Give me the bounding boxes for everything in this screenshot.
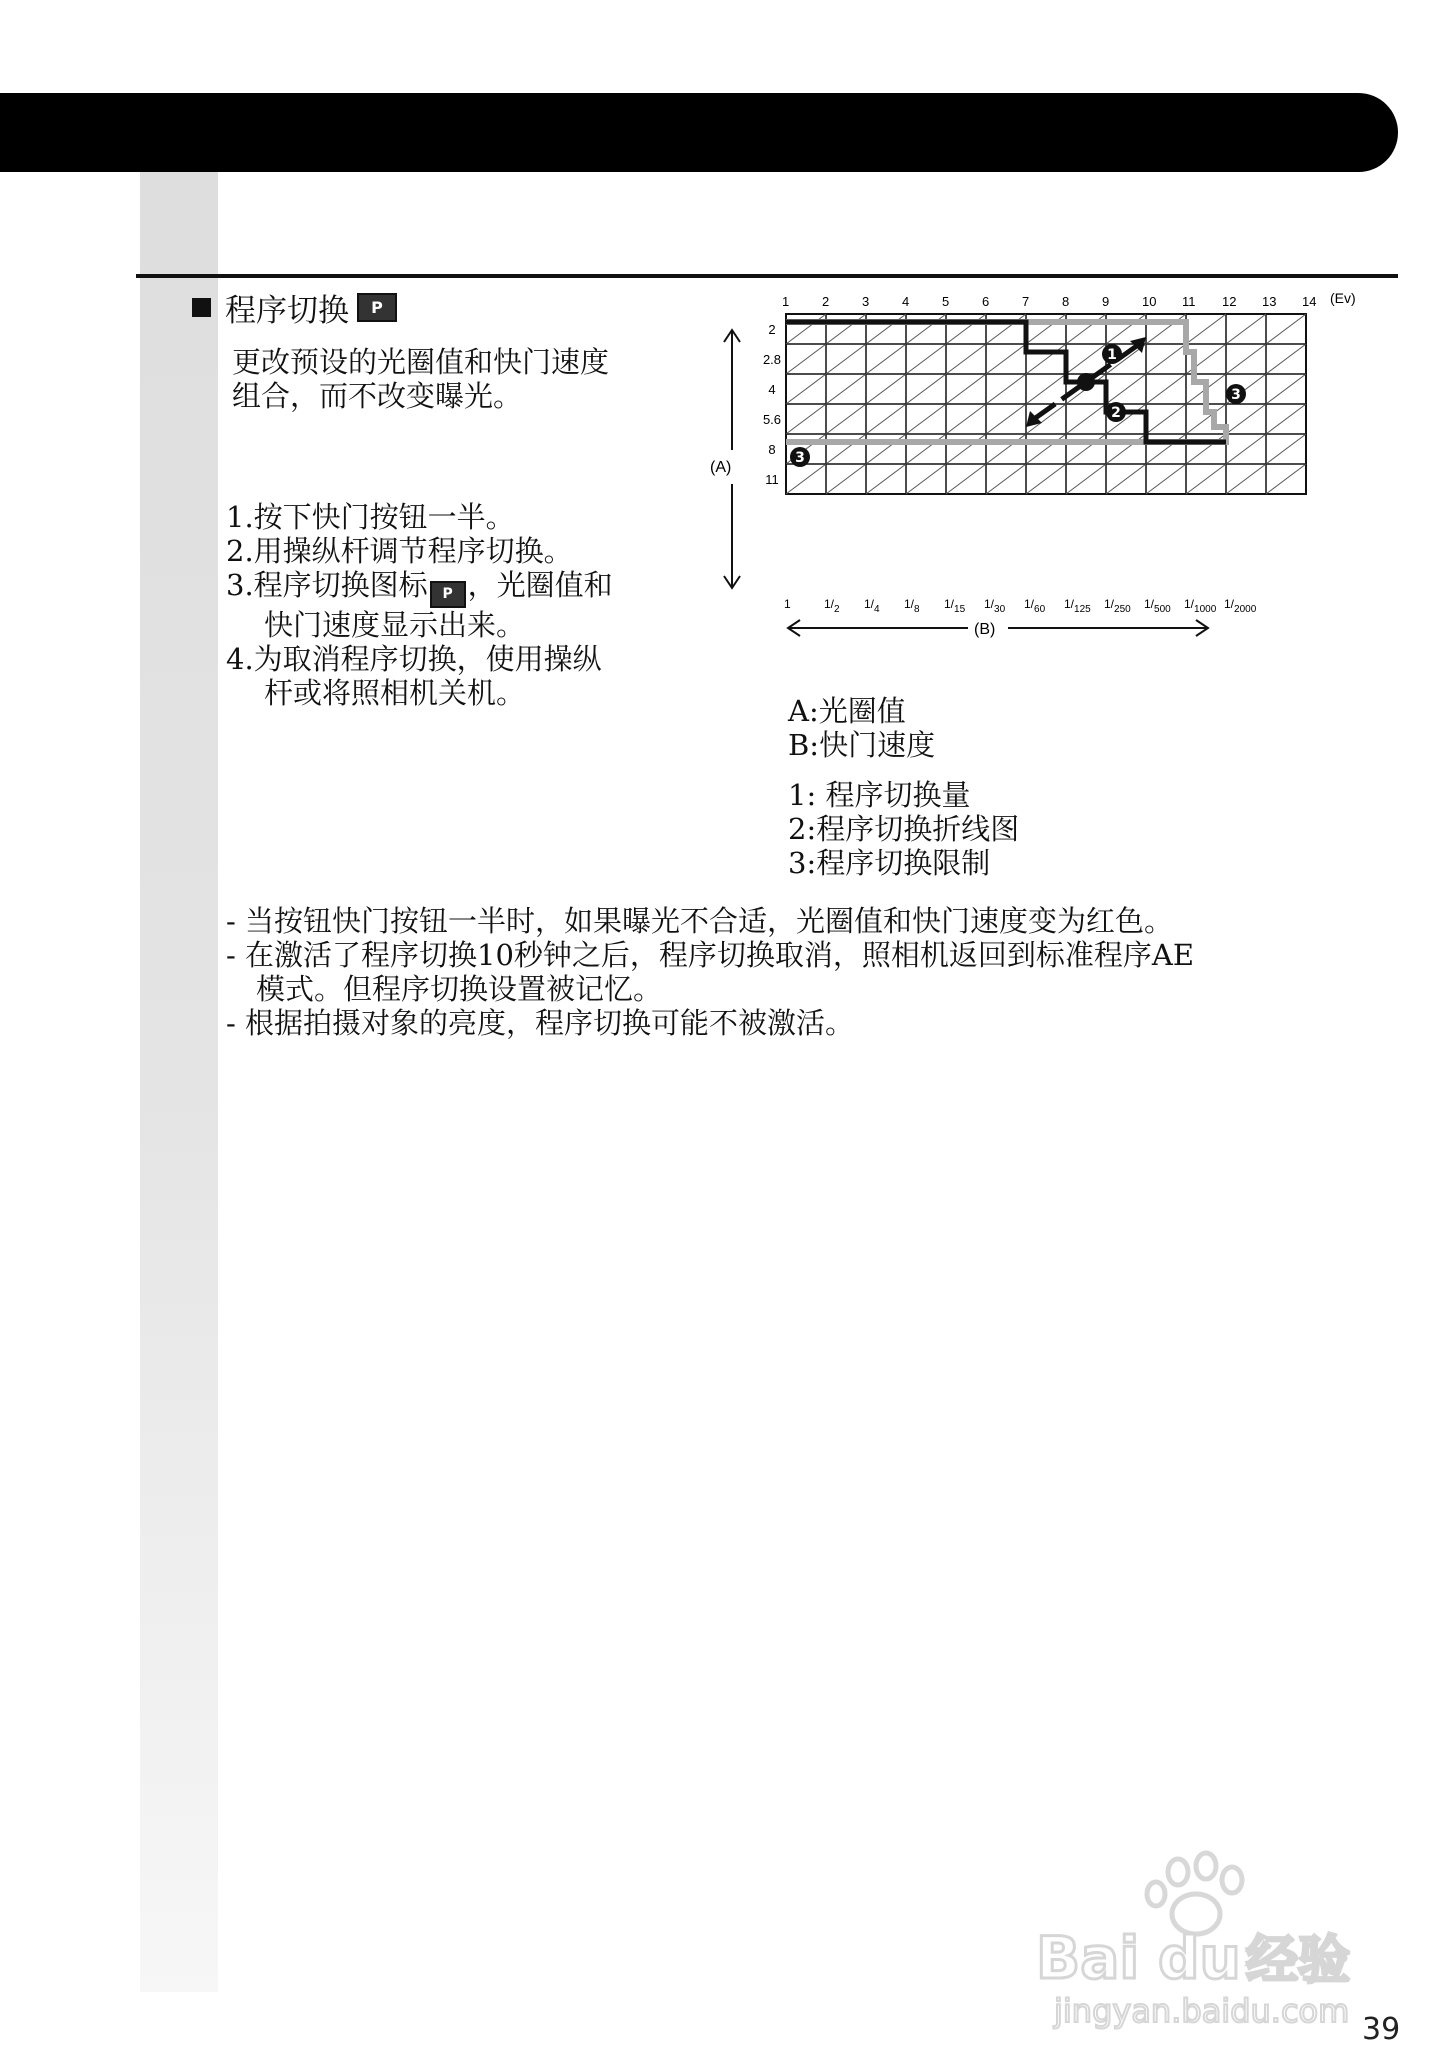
grid-diagonal <box>946 344 986 374</box>
grid-diagonal <box>826 344 866 374</box>
axis-b-arrow <box>788 620 1208 636</box>
marker-label: 2 <box>1111 405 1121 421</box>
grid-diagonal <box>946 374 986 404</box>
grid-diagonal <box>1266 404 1306 434</box>
grid-diagonal <box>1226 344 1266 374</box>
grid-diagonal <box>1026 314 1066 344</box>
marker-label: 1 <box>1107 347 1117 363</box>
grid-diagonal <box>906 314 946 344</box>
chart-grid <box>786 314 1306 494</box>
steps-list <box>226 500 613 710</box>
legend-axes <box>788 694 935 762</box>
grid-diagonal <box>866 314 906 344</box>
paw-icon <box>1147 1853 1242 1934</box>
marker-label: 3 <box>795 450 805 466</box>
grid-diagonal <box>1266 374 1306 404</box>
grid-diagonal <box>1066 434 1106 464</box>
grid-diagonal <box>946 434 986 464</box>
step-3-cont: 快门速度显示出来。 <box>264 608 526 642</box>
side-strip <box>140 172 218 1992</box>
ev-tick-label: 7 <box>1022 294 1030 309</box>
grid-diagonal <box>986 404 1026 434</box>
grid-diagonal <box>826 374 866 404</box>
grid-diagonal <box>1226 464 1266 494</box>
watermark-url: jingyan.baidu.com <box>1054 1992 1350 2030</box>
grid-diagonal <box>986 344 1026 374</box>
grid-diagonal <box>1266 464 1306 494</box>
page-number: 39 <box>1362 2012 1401 2047</box>
aperture-axis-labels <box>763 322 781 487</box>
grid-diagonal <box>786 404 826 434</box>
shutter-axis-labels <box>784 597 1257 615</box>
grid-diagonal <box>986 374 1026 404</box>
grid-diagonal <box>946 464 986 494</box>
shutter-tick-label: $1/_{500}$ <box>1144 597 1171 615</box>
grid-diagonal <box>786 464 826 494</box>
current-point-dot <box>1077 373 1095 391</box>
ev-tick-label: 13 <box>1262 294 1277 309</box>
aperture-tick-label: 2.8 <box>762 352 782 367</box>
grid-diagonal <box>906 344 946 374</box>
step-1: 1.按下快门按钮一半。 <box>226 500 515 534</box>
step-3 <box>226 568 613 608</box>
grid-diagonal <box>786 314 826 344</box>
program-shift-icon: P <box>357 293 397 322</box>
grid-diagonal <box>986 464 1026 494</box>
ev-tick-label: 8 <box>1062 294 1070 309</box>
header-bar <box>0 93 1398 172</box>
marker-label: 3 <box>1231 387 1241 403</box>
note-2: - 在激活了程序切换10秒钟之后，程序切换取消，照相机返回到标准程序AE <box>226 938 1195 972</box>
grid-diagonal <box>826 434 866 464</box>
grid-diagonal <box>1026 374 1066 404</box>
watermark-brand-du: du <box>1158 1924 1241 1992</box>
intro-text <box>232 345 609 413</box>
grid-diagonal <box>866 464 906 494</box>
grid-diagonal <box>1226 434 1266 464</box>
grid-diagonal <box>1026 344 1066 374</box>
grid-diagonal <box>946 404 986 434</box>
grid-diagonal <box>1146 464 1186 494</box>
grid-diagonal <box>986 434 1026 464</box>
ev-tick-label: 6 <box>982 294 990 309</box>
ev-unit-label: (Ev) <box>1330 290 1356 306</box>
grid-diagonal <box>986 314 1026 344</box>
legend-markers <box>788 778 1019 880</box>
grid-diagonal <box>826 404 866 434</box>
grid-diagonal <box>1066 464 1106 494</box>
legend-3: 3:程序切换限制 <box>788 846 991 880</box>
grid-diagonal <box>1226 314 1266 344</box>
grid-diagonal <box>1186 314 1226 344</box>
ev-tick-label: 2 <box>822 294 830 309</box>
shutter-tick-label: $1/_{125}$ <box>1064 597 1091 615</box>
grid-diagonal <box>1146 404 1186 434</box>
ev-tick-label: 14 <box>1302 294 1317 309</box>
axis-b-label: (B) <box>974 621 996 638</box>
note-2-cont: 模式。但程序切换设置被记忆。 <box>256 972 663 1006</box>
watermark-cn: 经验 <box>1246 1931 1351 1991</box>
step-2: 2.用操纵杆调节程序切换。 <box>226 534 573 568</box>
watermark-brand: Bai <box>1036 1924 1140 1992</box>
ev-tick-label: 12 <box>1222 294 1237 309</box>
shutter-tick-label: $1/_{250}$ <box>1104 597 1131 615</box>
shutter-tick-label: $1/_{30}$ <box>984 597 1006 615</box>
marker-2 <box>1106 402 1126 422</box>
grid-diagonal <box>1106 374 1146 404</box>
program-shift-chart <box>700 286 1380 648</box>
aperture-tick-label: 4 <box>768 382 776 397</box>
grid-diagonal <box>1106 434 1146 464</box>
aperture-tick-label: 5.6 <box>762 412 782 427</box>
aperture-tick-label: 8 <box>768 442 776 457</box>
grid-diagonal <box>786 374 826 404</box>
grid-diagonal <box>826 314 866 344</box>
grid-diagonal <box>1226 404 1266 434</box>
grid-diagonal <box>1026 434 1066 464</box>
aperture-tick-label: 2 <box>768 322 776 337</box>
shutter-tick-label: $1/_4$ <box>864 597 880 615</box>
chart-markers <box>790 344 1246 467</box>
ev-tick-label: 9 <box>1102 294 1110 309</box>
square-bullet-icon <box>192 298 211 317</box>
grid-diagonal <box>906 464 946 494</box>
ev-tick-label: 1 <box>782 294 790 309</box>
grid-diagonal <box>1186 464 1226 494</box>
legend-2: 2:程序切换折线图 <box>788 812 1020 846</box>
section-heading <box>192 285 397 330</box>
section-title: 程序切换 <box>225 293 349 329</box>
grid-diagonal <box>866 434 906 464</box>
notes-list <box>226 904 1194 1040</box>
grid-diagonal <box>906 404 946 434</box>
grid-diagonal <box>826 464 866 494</box>
marker-1 <box>1102 344 1122 364</box>
shutter-tick-label: 1 <box>784 597 791 611</box>
ev-tick-label: 3 <box>862 294 870 309</box>
ev-tick-label: 11 <box>1182 294 1196 309</box>
shutter-tick-label: $1/_2$ <box>824 597 840 615</box>
axis-a-label: (A) <box>710 459 732 476</box>
baidu-watermark <box>1020 1850 1380 2030</box>
grid-diagonal <box>866 344 906 374</box>
shutter-tick-label: $1/_8$ <box>904 597 920 615</box>
grid-diagonal <box>946 314 986 344</box>
shutter-tick-label: $1/_{2000}$ <box>1224 597 1257 615</box>
note-1: - 当按钮快门按钮一半时，如果曝光不合适，光圈值和快门速度变为红色。 <box>226 904 1174 938</box>
grid-diagonal <box>1186 434 1226 464</box>
program-shift-icon: P <box>430 581 466 608</box>
intro-line: 更改预设的光圈值和快门速度 <box>232 345 610 379</box>
ev-tick-label: 5 <box>942 294 950 309</box>
aperture-tick-label: 11 <box>765 472 779 487</box>
section-divider <box>136 274 1398 278</box>
shutter-tick-label: $1/_{60}$ <box>1024 597 1046 615</box>
step-4-cont: 杆或将照相机关机。 <box>264 676 526 710</box>
step-4: 4.为取消程序切换，使用操纵 <box>226 642 602 676</box>
grid-diagonal <box>1266 344 1306 374</box>
legend-b: B:快门速度 <box>788 728 936 762</box>
grid-diagonal <box>1146 374 1186 404</box>
ev-axis-labels <box>782 294 1316 309</box>
grid-diagonal <box>1066 404 1106 434</box>
intro-line: 组合，而不改变曝光。 <box>232 379 523 413</box>
grid-diagonal <box>1026 464 1066 494</box>
grid-diagonal <box>906 434 946 464</box>
grid-diagonal <box>1266 434 1306 464</box>
grid-diagonal <box>786 344 826 374</box>
grid-diagonal <box>866 404 906 434</box>
grid-diagonal <box>1106 464 1146 494</box>
ev-tick-label: 10 <box>1142 294 1157 309</box>
step-3-part-a: 3.程序切换图标 <box>226 568 428 602</box>
grid-diagonal <box>1266 314 1306 344</box>
grid-diagonal <box>1146 314 1186 344</box>
marker-3 <box>1226 384 1246 404</box>
grid-diagonal <box>1146 434 1186 464</box>
legend-1: 1: 程序切换量 <box>788 778 971 812</box>
marker-3 <box>790 447 810 467</box>
legend-a: A:光圈值 <box>788 694 906 728</box>
grid-diagonal <box>866 374 906 404</box>
shutter-tick-label: $1/_{1000}$ <box>1184 597 1217 615</box>
step-3-part-b: ，光圈值和 <box>467 568 613 602</box>
shutter-tick-label: $1/_{15}$ <box>944 597 966 615</box>
ev-tick-label: 4 <box>902 294 910 309</box>
grid-diagonal <box>1066 314 1106 344</box>
grid-diagonal <box>1146 344 1186 374</box>
note-3: - 根据拍摄对象的亮度，程序切换可能不被激活。 <box>226 1006 855 1040</box>
grid-diagonal <box>906 374 946 404</box>
